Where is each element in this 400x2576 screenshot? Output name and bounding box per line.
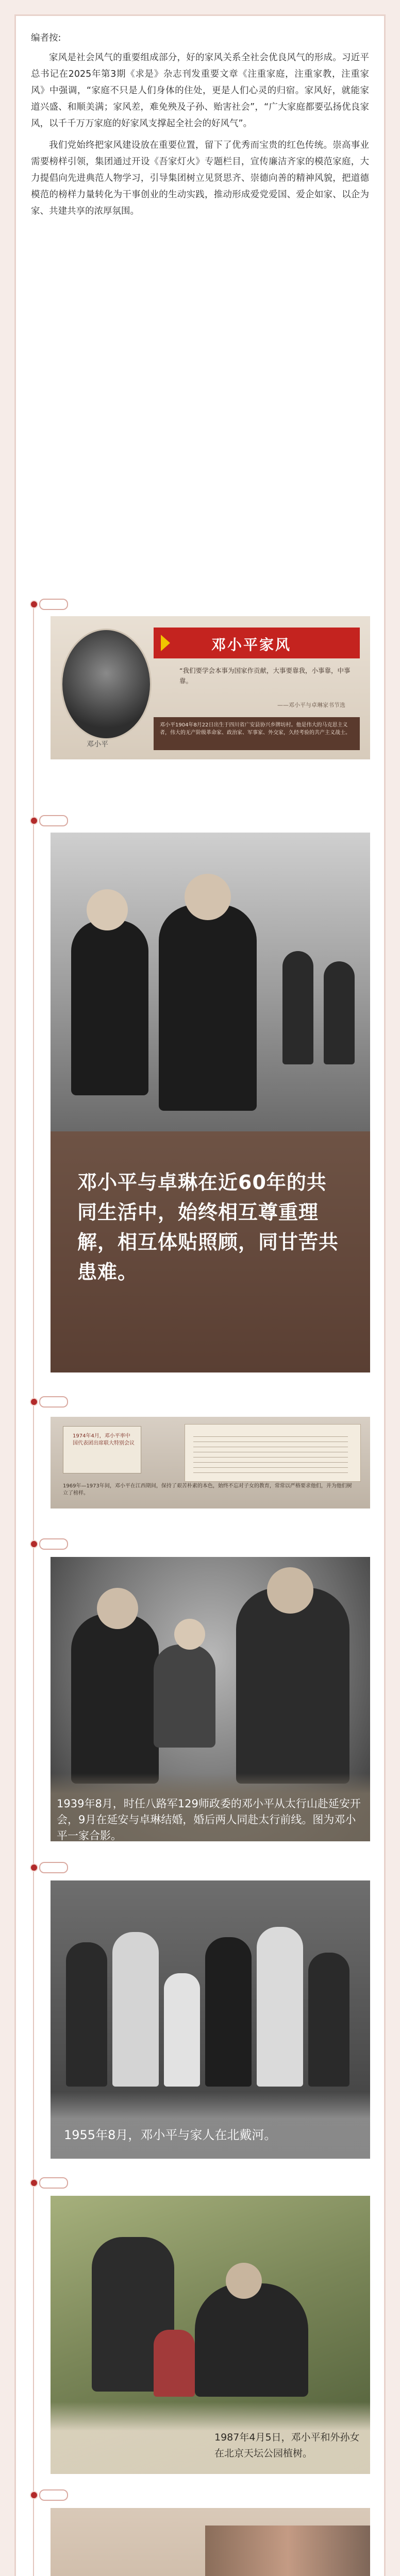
documents-photo	[51, 1417, 370, 1509]
marker-pill-icon	[39, 815, 68, 826]
marker-pill-icon	[39, 1396, 68, 1408]
couple-photo	[51, 833, 370, 1131]
couple-photo-panel	[51, 833, 370, 1372]
caption-text: 1987年4月5日，邓小平和外孙女在北京天坛公园植树。	[214, 2432, 360, 2459]
marker-dot-icon	[30, 1863, 38, 1872]
timeline-marker	[26, 598, 72, 609]
timeline-marker	[26, 1395, 72, 1406]
family-photo-1955	[51, 1880, 370, 2159]
documents-note: 1969年—1973年间，邓小平在江西期间，保持了艰苦朴素的本色，始终不忘对子女的教育，常常以严格要求他们，并为他们树立了榜样。	[63, 1483, 352, 1496]
marker-pill-icon	[39, 599, 68, 610]
family-photo-caption	[51, 1773, 370, 1841]
family-photo-1939	[51, 1557, 370, 1841]
handwritten-letter	[185, 1424, 361, 1482]
caption-text: 1955年8月，邓小平与家人在北戴河。	[64, 2128, 277, 2142]
late-years-photo	[51, 2508, 370, 2576]
tree-planting-photo	[51, 2196, 370, 2474]
intro-paragraph-1: 家风是社会风气的重要组成部分，好的家风关系全社会优良风气的形成。习近平总书记在2025年第3期《求是》杂志刊发重要文章《注重家庭，注重家教，注重家风》中强调，“家庭不只是人们身体的住处，更是人们心灵的归宿。家风好，就能家道兴盛、和顺美满；家风差，难免殃及子孙、贻害社会”，“广大家庭都要弘扬优良家风，以千千万万家庭的好家风支撑起全社会的好风气”。	[31, 53, 369, 129]
marker-dot-icon	[30, 600, 38, 608]
family-group-photo	[205, 2526, 370, 2576]
timeline-marker	[26, 2488, 72, 2500]
document-card	[63, 1426, 141, 1473]
timeline-line	[33, 600, 34, 2576]
exhibit-info-text: 邓小平1904年8月22日出生于四川省广安县协兴乡牌坊村。他是伟大的马克思主义者，伟大的无产阶级革命家、政治家、军事家、外交家，久经考验的共产主义战士。	[154, 717, 360, 750]
marker-pill-icon	[39, 2489, 68, 2501]
beidaihe-caption	[51, 2092, 370, 2159]
portrait-photo	[61, 629, 152, 740]
document-label: 1974年4月，邓小平率中国代表团出席联大特别会议	[73, 1433, 135, 1446]
marker-dot-icon	[30, 1398, 38, 1406]
caption-text: 1939年8月，时任八路军129师政委的邓小平从太行山赴延安开会，9月在延安与卓琳结婚，婚后两人同赴太行前线。图为邓小平一家合影。	[57, 1798, 361, 1841]
marker-pill-icon	[39, 2177, 68, 2189]
marker-pill-icon	[39, 1538, 68, 1550]
timeline-marker	[26, 2176, 72, 2188]
marker-dot-icon	[30, 1540, 38, 1548]
exhibit-banner	[154, 628, 360, 658]
marker-dot-icon	[30, 2491, 38, 2499]
timeline-marker	[26, 814, 72, 825]
timeline-marker	[26, 1861, 72, 1872]
banner-title: 邓小平家风	[211, 636, 292, 653]
intro-paragraph-2: 我们党始终把家风建设放在重要位置，留下了优秀而宝贵的红色传统。崇高事业需要榜样引领，集团通过开设《吾家灯火》专题栏目，宣传廉洁齐家的模范家庭，大力提倡向先进典范人物学习，引导集团树立见贤思齐、崇德向善的精神风貌，把道德模范的榜样力量转化为干事创业的生动实践，推动形成爱党爱国、爱企如家、以企为家、共建共享的浓厚氛围。	[31, 140, 369, 216]
portrait-caption: 邓小平	[87, 740, 108, 749]
couple-photo-caption	[51, 1131, 370, 1372]
editor-label: 编者按:	[31, 33, 61, 43]
exhibit-quote: “我们要学会本事为国家作贡献，大事要靠我，小事靠，中事靠。	[179, 667, 351, 685]
timeline-marker	[26, 1537, 72, 1549]
caption-text: 邓小平与卓琳在近60年的共同生活中，始终相互尊重理解，相互体贴照顾，同甘苦共患难。	[77, 1171, 339, 1283]
flag-icon	[161, 635, 170, 651]
marker-pill-icon	[39, 1862, 68, 1873]
marker-dot-icon	[30, 2179, 38, 2187]
quote-source: ——邓小平与卓琳家书节选	[277, 702, 345, 708]
exhibit-header-photo	[51, 616, 370, 759]
marker-dot-icon	[30, 817, 38, 825]
tree-planting-caption	[51, 2402, 370, 2474]
editor-note	[31, 30, 369, 225]
